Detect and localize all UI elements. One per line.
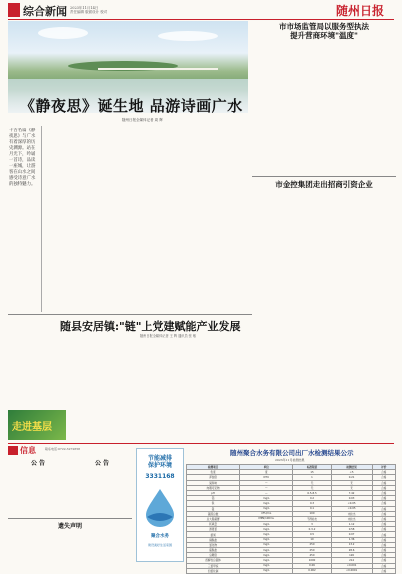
table-cell: 合格: [372, 485, 396, 490]
table-cell: 合格: [372, 475, 396, 480]
table-cell: 1: [293, 475, 331, 480]
table-cell: 铝: [187, 496, 240, 501]
table-cell: 铁: [187, 501, 240, 506]
table-cell: 0.1: [293, 506, 331, 511]
table-cell: 肉眼可见物: [187, 485, 240, 490]
table-cell: —: [240, 480, 293, 485]
right-top-headline: [252, 22, 396, 40]
water-drop-icon: [141, 487, 179, 527]
party-body-column: [132, 340, 190, 440]
table-cell: mg/L: [240, 496, 293, 501]
table-cell: mg/L: [240, 522, 293, 527]
table-cell: mg/L: [240, 506, 293, 511]
table-cell: 合格: [372, 522, 396, 527]
table-cell: 1.36: [331, 537, 372, 542]
water-table-title: 随州聚合水务有限公司出厂水检测结果公示: [230, 449, 354, 457]
table-cell: mg/L: [240, 553, 293, 558]
table-cell: 合格: [372, 558, 396, 563]
ad-title: [137, 455, 183, 469]
table-cell: <0.05: [331, 506, 372, 511]
table-body: [187, 470, 396, 574]
table-cell: 0.06: [293, 563, 331, 568]
table-cell: 浑浊度: [187, 475, 240, 480]
table-header-cell: 检测结果: [331, 465, 372, 470]
notice-divider: [8, 518, 132, 519]
party-body-column: [70, 340, 128, 440]
table-cell: 15: [293, 470, 331, 475]
table-cell: 合格: [372, 490, 396, 495]
lead-body-column: [109, 126, 175, 312]
promo-badge: [8, 410, 66, 440]
table-cell: mg/L: [240, 563, 293, 568]
party-body-column: [194, 340, 252, 440]
section-title: 综合新闻: [23, 5, 67, 18]
table-cell: 0.5: [293, 532, 331, 537]
section-tag: [8, 3, 20, 17]
table-cell: 合格: [372, 553, 396, 558]
table-cell: 无: [293, 480, 331, 485]
party-body-column: [8, 340, 66, 406]
table-cell: CFU/mL: [240, 511, 293, 516]
table-cell: —: [240, 485, 293, 490]
table-cell: 7.42: [331, 490, 372, 495]
table-cell: 合格: [372, 506, 396, 511]
table-cell: 0.2: [293, 496, 331, 501]
info-phone: 联系电话:0722-3272858: [45, 447, 81, 451]
header-divider: [8, 19, 394, 20]
table-cell: 合格: [372, 532, 396, 537]
table-cell: 度: [240, 470, 293, 475]
notice-body: [8, 466, 68, 514]
table-cell: 合格: [372, 563, 396, 568]
bridge-shape: [98, 68, 218, 70]
table-cell: 合格: [372, 501, 396, 506]
table-header-cell: 标准限值: [293, 465, 331, 470]
table-cell: 总硬度: [187, 553, 240, 558]
table-cell: 臭和味: [187, 480, 240, 485]
date-text: 2023年11月14日: [70, 6, 99, 10]
ad-company: 聚合水务: [151, 534, 169, 539]
right-top-headline-line1: 市市场监管局以服务型执法: [279, 22, 369, 31]
party-headline: 随县安居镇:"链"上党建赋能产业发展: [60, 320, 241, 333]
table-cell: 合格: [372, 511, 396, 516]
table-cell: 0.3-2: [293, 527, 331, 532]
table-cell: 氨氮: [187, 532, 240, 537]
table-cell: 合格: [372, 527, 396, 532]
date-line: [70, 6, 107, 14]
table-cell: 0.07: [331, 532, 372, 537]
table-cell: 合格: [372, 496, 396, 501]
info-label: 信息: [20, 446, 36, 455]
cloud-shape: [158, 31, 218, 41]
table-cell: 28.6: [331, 548, 372, 553]
table-cell: 0.21: [331, 475, 372, 480]
table-cell: 6.5-8.5: [293, 490, 331, 495]
table-cell: 0.3: [293, 501, 331, 506]
ad-title-line2: 保护环境: [147, 462, 172, 469]
table-cell: mg/L: [240, 568, 293, 573]
table-cell: 未检出: [331, 511, 372, 516]
table-cell: 无: [331, 480, 372, 485]
right-top-headline-line2: 提升营商环境"温度": [290, 31, 358, 40]
table-cell: 450: [293, 553, 331, 558]
notice-title: 公 告: [94, 460, 110, 467]
right-top-body-column: [252, 44, 322, 174]
table-header-cell: 单位: [240, 465, 293, 470]
table-cell: 合格: [372, 470, 396, 475]
table-cell: 锰: [187, 506, 240, 511]
table-cell: 耗氧量: [187, 522, 240, 527]
table-cell: <0.0001: [331, 568, 372, 573]
table-cell: 250: [293, 542, 331, 547]
right-mid-headline: 市金控集团走出招商引资企业: [275, 180, 373, 189]
table-cell: 合格: [372, 537, 396, 542]
table-cell: mg/L: [240, 537, 293, 542]
table-cell: pH: [187, 490, 240, 495]
notice-title: 公 告: [30, 460, 46, 467]
right-top-body-column: [325, 44, 395, 174]
table-cell: 合格: [372, 480, 396, 485]
table-cell: mg/L: [240, 532, 293, 537]
right-lower-body: [252, 250, 396, 310]
water-quality-table: [186, 464, 396, 574]
table-cell: 合格: [372, 516, 396, 521]
right-bottom-body-column: [329, 312, 395, 440]
table-cell: 13.2: [331, 542, 372, 547]
table-cell: mg/L: [240, 542, 293, 547]
table-cell: 合格: [372, 568, 396, 573]
table-cell: 游离氯: [187, 527, 240, 532]
newspaper-logo: 随州日报: [336, 4, 385, 18]
side-quote: 千古名篇《静夜思》与广水有着深厚的历史渊源。站在月光下，吟诵一首诗，品读一座城，让游客在山水之间感受诗意广水的独特魅力。: [9, 128, 36, 187]
table-cell: 色度: [187, 470, 240, 475]
table-cell: 合格: [372, 548, 396, 553]
table-cell: 3: [293, 522, 331, 527]
lead-body-column: [178, 126, 248, 312]
ad-slogan: 建设美好生活家园: [147, 543, 172, 547]
notice-body: [72, 466, 132, 514]
table-cell: 四氯化碳: [187, 568, 240, 573]
table-cell: 未检出: [331, 516, 372, 521]
lost-notice-title: 遗失声明: [57, 523, 82, 530]
table-cell: <0.05: [331, 501, 372, 506]
table-cell: 合格: [372, 542, 396, 547]
column-divider: [41, 126, 42, 312]
table-cell: MPN/100mL: [240, 516, 293, 521]
table-cell: 无: [331, 485, 372, 490]
story-divider: [252, 176, 396, 177]
table-cell: 100: [293, 511, 331, 516]
table-cell: 无: [293, 485, 331, 490]
lead-headline: 《静夜思》诞生地 品游诗画广水: [20, 97, 243, 115]
lead-body-column: [44, 126, 106, 312]
info-tag: [8, 446, 18, 455]
table-cell: 氯化物: [187, 542, 240, 547]
table-cell: 250: [293, 548, 331, 553]
table-cell: 总大肠菌群: [187, 516, 240, 521]
table-cell: 1000: [293, 558, 331, 563]
bottom-divider: [8, 443, 394, 444]
table-row: [187, 568, 396, 573]
table-cell: 1.12: [331, 522, 372, 527]
table-cell: 10: [293, 537, 331, 542]
table-cell: 0.58: [331, 527, 372, 532]
table-cell: 0.03: [331, 496, 372, 501]
table-cell: 不得检出: [293, 516, 331, 521]
table-cell: mg/L: [240, 501, 293, 506]
table-cell: 126: [331, 553, 372, 558]
table-cell: 溶解性总固体: [187, 558, 240, 563]
table-cell: NTU: [240, 475, 293, 480]
table-cell: mg/L: [240, 548, 293, 553]
cloud-shape: [38, 27, 88, 39]
party-byline: 随州日报全媒体记者 王 辉 通讯员 张 敏: [140, 334, 197, 338]
table-cell: mg/L: [240, 558, 293, 563]
right-bottom-body-column: [256, 312, 326, 440]
table-cell: —: [240, 490, 293, 495]
lead-byline: 随州日报全媒体记者 周 辉: [122, 118, 163, 122]
table-cell: 硝酸盐: [187, 537, 240, 542]
table-cell: 硫酸盐: [187, 548, 240, 553]
table-cell: 214: [331, 558, 372, 563]
table-cell: 三氯甲烷: [187, 563, 240, 568]
promo-badge-text: 走进基层: [12, 422, 52, 433]
water-ad: [136, 448, 184, 562]
table-cell: 0.002: [293, 568, 331, 573]
lost-notice-body: [8, 530, 132, 562]
table-cell: mg/L: [240, 527, 293, 532]
water-table-subtitle: 2023年11月检测结果: [275, 458, 305, 462]
story-divider: [8, 314, 252, 315]
table-cell: <5: [331, 470, 372, 475]
table-header-cell: 评价: [372, 465, 396, 470]
table-cell: 菌落总数: [187, 511, 240, 516]
editors-text: 责任编辑 版面设计 校对: [70, 10, 108, 14]
table-header-cell: 检测项目: [187, 465, 240, 470]
ad-title-line1: 节能减排: [147, 455, 172, 462]
ad-phone: 3331168: [145, 473, 175, 480]
table-cell: <0.001: [331, 563, 372, 568]
